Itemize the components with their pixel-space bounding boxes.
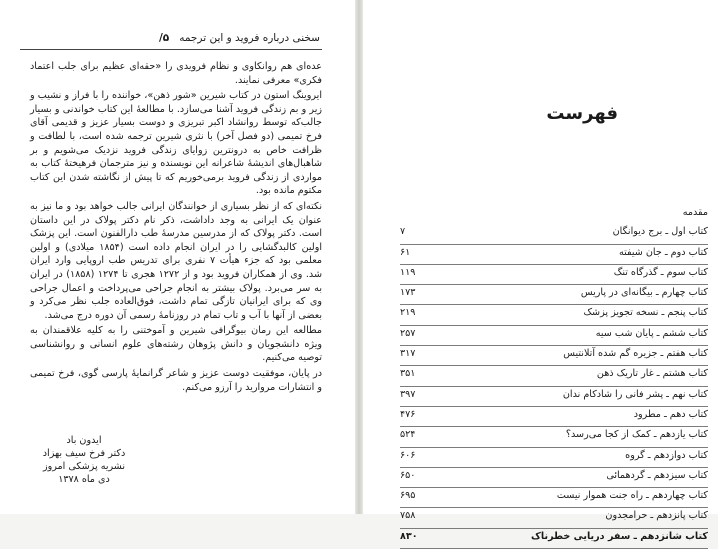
toc-label: کتاب یازدهم ـ کمک از کجا می‌رسد؟: [565, 429, 708, 441]
toc-row: [400, 346, 708, 366]
toc-row: [400, 285, 708, 305]
toc-label: کتاب دوم ـ جان شیفته: [619, 246, 708, 258]
left-page: [0, 0, 355, 514]
toc-page: ۸۳۰: [400, 530, 418, 542]
toc-page: ۶۵۰: [400, 469, 416, 481]
header-rule: [20, 49, 322, 50]
toc-label: کتاب هفتم ـ جزیره گم شده آتلانتیس: [563, 348, 708, 360]
toc-page: ۱۱۹: [400, 266, 416, 278]
toc-row: [400, 205, 708, 224]
toc-label: کتاب شانزدهم ـ سفر دریایی خطرناک: [531, 530, 708, 542]
book-gutter: [355, 0, 363, 514]
toc-row: [400, 387, 708, 407]
paragraph: نکته‌ای که از نظر بسیاری از خوانندگان ایرانی جالب خواهد بود و ما نیز به عنوان یک ایرانی به وجد داداشت، ذکر نام دکتر پولاک در این داستان است. دکتر پولاک که از مدرسین مدرسهٔ طب دارالفنون است. این پزشک اولین کالبدگشایی را در ایران انجام داده است (۱۸۵۴ میلادی) و اولین معلمی بود که جزء هیأت ۷ نفری برای تدریس طب اروپایی وارد ایران شد. وی از همکاران فروید بود و از ۱۲۷۲ هجری تا ۱۲۷۴ (۱۸۵۸) در ایران به سر می‌برد. پولاک بیشتر به انجام جراحی می‌پرداخت و اعمال جراحی وی که برای ایرانیان تازگی تمام داشت، فوق‌العاده جلب نظر می‌کرد و بعضی از آنها با آب و تاب تمام در روزنامهٔ رسمی آن دوره درج می‌شد.: [30, 200, 323, 321]
toc-page: ۳۵۱: [400, 368, 416, 380]
toc-label: کتاب دهم ـ مطرود: [633, 408, 708, 420]
toc-label: کتاب ششم ـ پایان شب سیه: [595, 327, 708, 339]
toc-row: [400, 529, 708, 549]
toc-row: [400, 407, 708, 427]
signature-name: دکتر فرخ سیف بهزاد: [42, 448, 126, 459]
toc-row: [400, 305, 708, 325]
signature-date: دی ماه ۱۳۷۸: [58, 474, 110, 485]
toc-label: کتاب پانزدهم ـ حرامجدون: [605, 510, 708, 522]
toc-title: فهرست: [546, 103, 618, 124]
toc-label: کتاب پنجم ـ نسخه تجویز پزشک: [583, 307, 708, 319]
toc-page: ۳۹۷: [400, 388, 416, 400]
toc-row: [400, 326, 708, 346]
toc-page: ۶۰۶: [400, 449, 416, 461]
right-page: [363, 0, 718, 542]
toc-row: [400, 427, 708, 447]
toc-label: کتاب دوازدهم ـ گروه: [625, 449, 708, 461]
running-head: [20, 32, 320, 44]
toc-row: [400, 468, 708, 488]
toc-page: ۷: [400, 226, 406, 238]
paragraph: عده‌ای هم روانکاوی و نظام فرویدی را «حقه‌ای عظیم برای جلب اعتماد فکری» معرفی نمایند.: [30, 61, 322, 86]
toc-row: [400, 488, 708, 508]
toc-row: [400, 366, 708, 386]
toc-list: [400, 205, 708, 549]
toc-page: ۱۷۳: [400, 287, 416, 299]
toc-page: ۲۱۹: [400, 307, 416, 319]
toc-page: ۶۹۵: [400, 490, 416, 502]
toc-label: کتاب چهارم ـ بیگانه‌ای در پاریس: [580, 287, 708, 299]
signature-line: ایدون باد: [66, 435, 102, 446]
paragraph: ایروینگ استون در کتاب شیرین «شور ذهن»، خواننده را با فراز و نشیب و زیر و بم زندگی فروید آشنا می‌سازد. با مطالعهٔ این کتاب خواندنی و بسیار جالب‌که توسط روانشاد اکبر تبریزی و دوست بسیار عزیز و قدیمی آقای فرخ تمیمی (دو فصل آخر) با نثری شیرین ترجمه شده است، با لطافت و ظرافت خاص به درونترین زوایای زندگی فروید نزدیک می‌شویم و بر شاهبال‌های اندیشهٔ شاعرانه این نویسنده و نیز مترجمان فرهیختهٔ کتاب به مواردی از زندگی فروید برمی‌خوریم که تا پیش از نگاشته شدن این کتاب مکتوم مانده بود.: [30, 90, 322, 197]
running-head-title: سخنی درباره فروید و این ترجمه: [179, 32, 320, 44]
toc-row: [400, 265, 708, 285]
toc-page: ۵۲۴: [400, 429, 416, 441]
toc-label: کتاب سیزدهم ـ گردهمائی: [606, 469, 708, 481]
toc-page: ۴۷۶: [400, 408, 416, 420]
toc-row: [400, 448, 708, 468]
toc-label: مقدمه: [682, 207, 708, 218]
signature-publication: نشریه پزشکی امروز: [42, 461, 126, 472]
toc-label: کتاب هشتم ـ غار تاریک ذهن: [596, 368, 708, 380]
toc-row: [400, 245, 708, 265]
toc-label: کتاب اول ـ برج دیوانگان: [612, 226, 708, 238]
toc-label: کتاب نهم ـ پشر فانی را شادکام ندان: [562, 388, 708, 400]
toc-row: [400, 508, 708, 528]
toc-page: ۷۵۸: [400, 510, 416, 522]
paragraph: در پایان، موفقیت دوست عزیز و شاعر گرانمایهٔ پارسی گوی، فرخ تمیمی و انتشارات مروارید را آرزو می‌کنم.: [30, 368, 322, 393]
paragraph: مطالعه این رمان بیوگرافی شیرین و آموختنی را به کلیه علاقمندان به ویژه دانشجویان و دانش پژوهان رشته‌های علوم انسانی و روانشناسی توصیه می‌کنیم.: [30, 325, 322, 364]
toc-page: ۳۱۷: [400, 348, 416, 360]
toc-row: [400, 224, 708, 244]
toc-page: ۶۱: [400, 246, 411, 258]
toc-page: ۲۵۷: [400, 327, 416, 339]
toc-label: کتاب چهاردهم ـ راه جنت هموار نیست: [556, 490, 708, 502]
body-text: [30, 60, 322, 396]
toc-label: کتاب سوم ـ گذرگاه تنگ: [613, 266, 708, 278]
signature-block: [34, 434, 134, 486]
running-head-page-number: ۵/: [158, 32, 170, 44]
